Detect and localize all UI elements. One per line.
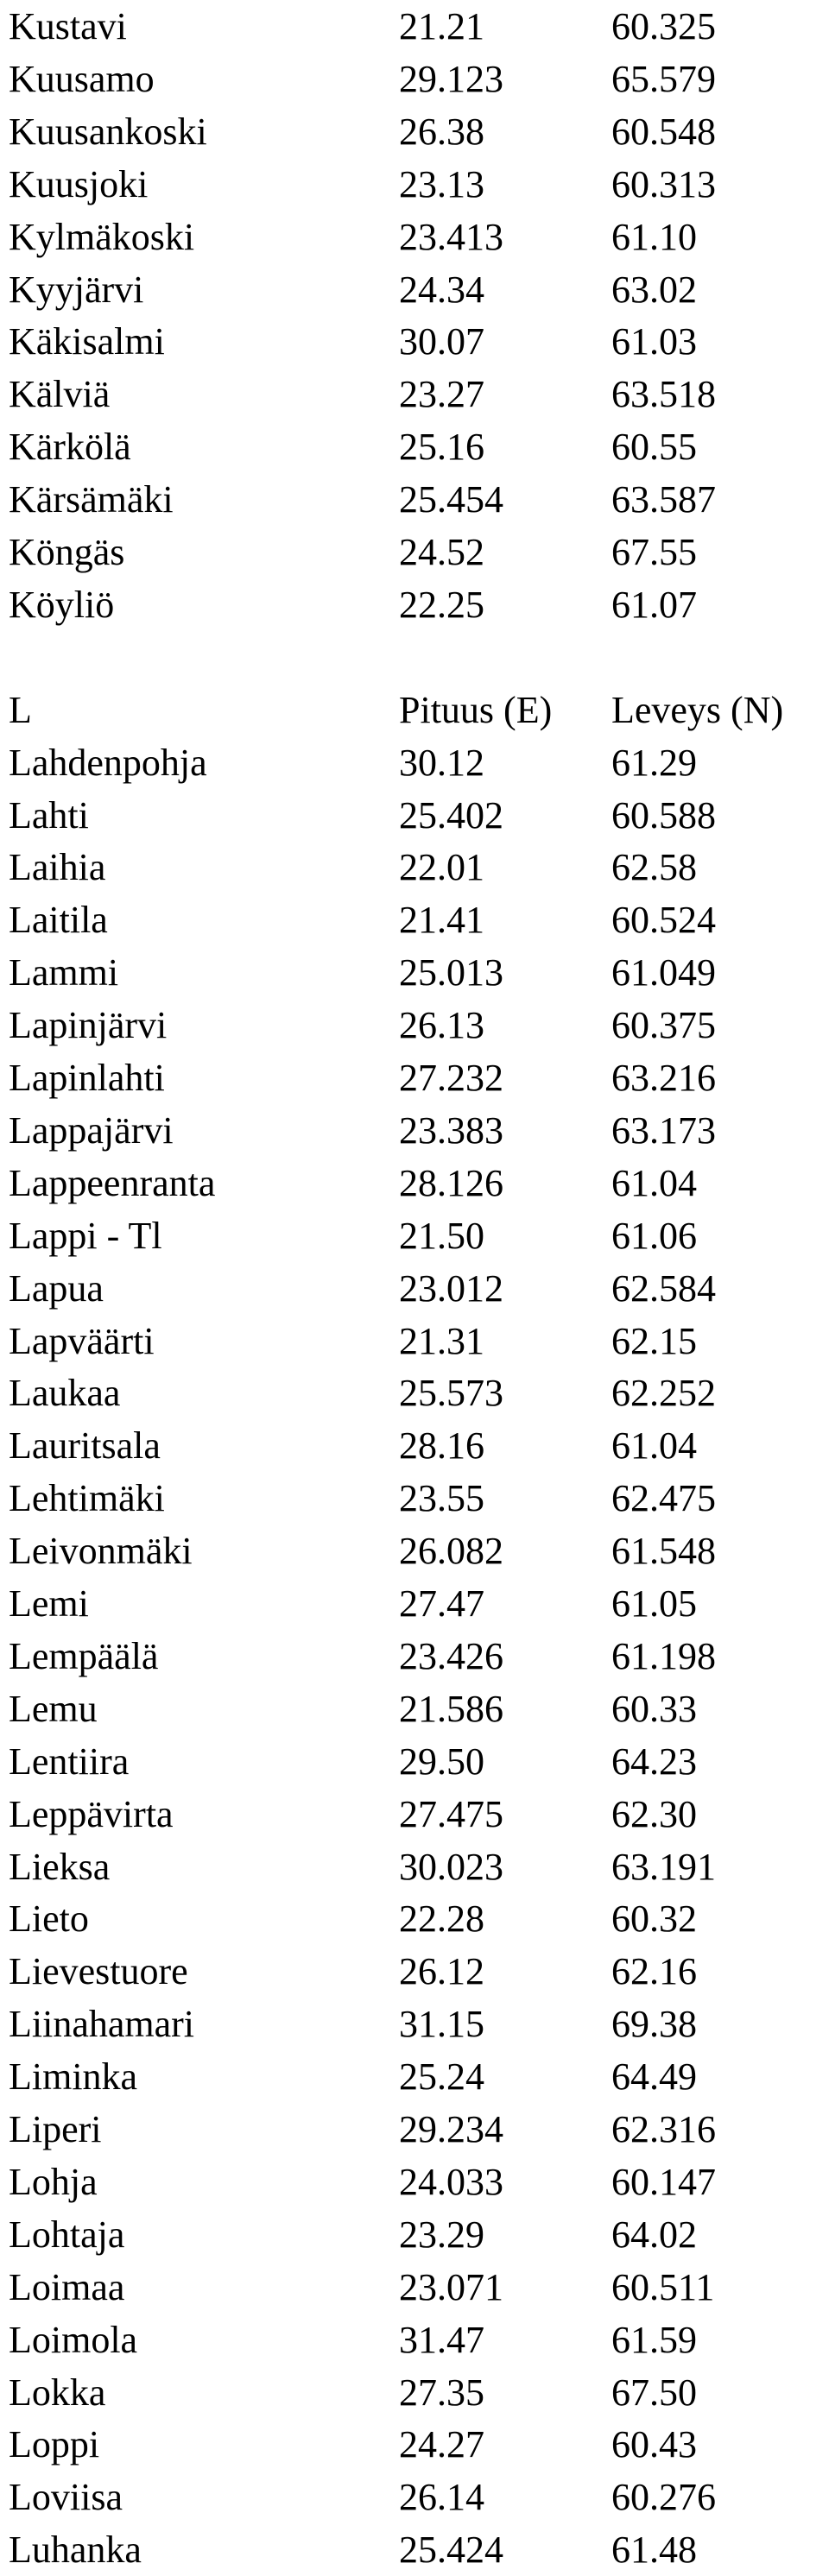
latitude-value: 63.587 — [611, 478, 716, 521]
latitude-value: 60.43 — [611, 2423, 697, 2466]
longitude-value: 22.01 — [399, 846, 484, 889]
latitude-value: 62.30 — [611, 1792, 697, 1835]
table-row — [0, 946, 829, 999]
longitude-value: 21.21 — [399, 5, 484, 47]
table-row — [0, 999, 829, 1051]
table-row — [0, 841, 829, 893]
latitude-value: 63.173 — [611, 1108, 716, 1152]
table-row — [0, 526, 829, 578]
place-name: Loimola — [9, 2318, 138, 2361]
place-name: Lapväärti — [9, 1319, 155, 1362]
table-row — [0, 578, 829, 631]
table-row — [0, 1157, 829, 1209]
longitude-value: 23.29 — [399, 2213, 484, 2256]
place-name: Liinahamari — [9, 2003, 195, 2046]
table-row — [0, 1735, 829, 1788]
latitude-value: 62.475 — [611, 1477, 716, 1520]
longitude-value: 26.38 — [399, 110, 484, 153]
longitude-value: 23.55 — [399, 1477, 484, 1520]
longitude-value: 23.13 — [399, 162, 484, 205]
place-name: Käkisalmi — [9, 320, 165, 363]
table-row — [0, 2156, 829, 2208]
table-row — [0, 2208, 829, 2261]
table-row — [0, 1209, 829, 1262]
latitude-value: 61.548 — [611, 1530, 716, 1573]
latitude-value: 62.15 — [611, 1319, 697, 1362]
latitude-value: 62.252 — [611, 1372, 716, 1415]
latitude-value: 60.313 — [611, 162, 716, 205]
longitude-value: 24.033 — [399, 2160, 503, 2203]
place-name: Lemu — [9, 1687, 98, 1730]
longitude-value: 25.454 — [399, 478, 503, 521]
longitude-value: 25.16 — [399, 426, 484, 469]
place-name: Kärkölä — [9, 426, 131, 469]
longitude-value: 25.424 — [399, 2529, 503, 2572]
place-name: Loppi — [9, 2423, 100, 2466]
table-row — [0, 2418, 829, 2471]
place-name: Lapinjärvi — [9, 1004, 168, 1047]
longitude-value: 27.47 — [399, 1582, 484, 1625]
longitude-value: 26.14 — [399, 2476, 484, 2519]
place-name: Loviisa — [9, 2476, 123, 2519]
place-name: Kylmäkoski — [9, 215, 195, 258]
place-name: Kyyjärvi — [9, 268, 144, 311]
latitude-value: 69.38 — [611, 2003, 697, 2046]
latitude-value: 61.07 — [611, 583, 697, 626]
longitude-value: 21.586 — [399, 1687, 503, 1730]
latitude-value: 62.58 — [611, 846, 697, 889]
table-row — [0, 1998, 829, 2050]
table-row — [0, 2314, 829, 2366]
place-name: Kuusjoki — [9, 162, 149, 205]
table-row — [0, 473, 829, 526]
table-row — [0, 893, 829, 946]
table-row — [0, 2366, 829, 2419]
latitude-value: 65.579 — [611, 57, 716, 100]
latitude-value: 61.049 — [611, 951, 716, 994]
place-name: Lappi - Tl — [9, 1214, 162, 1257]
table-row — [0, 1367, 829, 1419]
place-name: Liperi — [9, 2108, 102, 2150]
place-name: Lohja — [9, 2160, 98, 2203]
longitude-value: 25.013 — [399, 951, 503, 994]
longitude-column-header: Pituus (E) — [399, 688, 553, 731]
place-name: Laitila — [9, 899, 108, 942]
place-name: Lammi — [9, 951, 119, 994]
place-name: Lievestuore — [9, 1950, 188, 1993]
place-name: Lauritsala — [9, 1424, 161, 1468]
longitude-value: 25.24 — [399, 2055, 484, 2099]
latitude-value: 61.06 — [611, 1214, 697, 1257]
longitude-value: 25.573 — [399, 1372, 503, 1415]
place-name: Liminka — [9, 2055, 138, 2099]
longitude-value: 26.13 — [399, 1004, 484, 1047]
section-header-row — [0, 684, 829, 736]
place-name: Lohtaja — [9, 2213, 125, 2256]
longitude-value: 24.52 — [399, 531, 484, 573]
table-row — [0, 2050, 829, 2103]
place-name: Loimaa — [9, 2265, 125, 2308]
latitude-value: 60.147 — [611, 2160, 716, 2203]
longitude-value: 30.023 — [399, 1845, 503, 1888]
table-row — [0, 2471, 829, 2523]
place-name: Lieksa — [9, 1845, 111, 1888]
table-row — [0, 263, 829, 316]
latitude-value: 61.59 — [611, 2318, 697, 2361]
latitude-value: 61.29 — [611, 741, 697, 784]
latitude-value: 64.49 — [611, 2055, 697, 2099]
longitude-value: 30.07 — [399, 320, 484, 363]
longitude-value: 25.402 — [399, 793, 503, 837]
place-name: Kälviä — [9, 373, 111, 416]
table-row — [0, 420, 829, 473]
latitude-value: 62.584 — [611, 1266, 716, 1310]
table-row — [0, 0, 829, 53]
table-row — [0, 158, 829, 211]
table-row — [0, 1525, 829, 1577]
latitude-value: 60.511 — [611, 2265, 715, 2308]
table-row — [0, 368, 829, 420]
latitude-value: 61.05 — [611, 1582, 697, 1625]
latitude-column-header: Leveys (N) — [611, 688, 784, 731]
place-name: Kustavi — [9, 5, 127, 47]
latitude-value: 61.04 — [611, 1161, 697, 1204]
table-row — [0, 105, 829, 158]
place-name: Lapua — [9, 1266, 104, 1310]
table-row — [0, 1419, 829, 1472]
table-row — [0, 211, 829, 263]
section-letter: L — [9, 688, 32, 731]
latitude-value: 60.32 — [611, 1897, 697, 1941]
longitude-value: 24.27 — [399, 2423, 484, 2466]
latitude-value: 64.02 — [611, 2213, 697, 2256]
longitude-value: 23.426 — [399, 1634, 503, 1677]
latitude-value: 60.548 — [611, 110, 716, 153]
latitude-value: 61.48 — [611, 2529, 697, 2572]
longitude-value: 28.16 — [399, 1424, 484, 1468]
latitude-value: 60.325 — [611, 5, 716, 47]
longitude-value: 31.15 — [399, 2003, 484, 2046]
latitude-value: 61.10 — [611, 215, 697, 258]
latitude-value: 60.33 — [611, 1687, 697, 1730]
longitude-value: 22.25 — [399, 583, 484, 626]
place-name: Lempäälä — [9, 1634, 159, 1677]
table-row — [0, 1892, 829, 1945]
longitude-value: 26.082 — [399, 1530, 503, 1573]
latitude-value: 61.04 — [611, 1424, 697, 1468]
longitude-value: 27.35 — [399, 2371, 484, 2414]
place-name: Lokka — [9, 2371, 106, 2414]
longitude-value: 28.126 — [399, 1161, 503, 1204]
latitude-value: 62.16 — [611, 1950, 697, 1993]
table-row — [0, 1472, 829, 1525]
longitude-value: 27.232 — [399, 1057, 503, 1099]
longitude-value: 29.50 — [399, 1739, 484, 1783]
latitude-value: 62.316 — [611, 2108, 716, 2150]
table-row — [0, 1683, 829, 1735]
longitude-value: 29.234 — [399, 2108, 503, 2150]
place-name: Lahti — [9, 793, 89, 837]
place-name: Kuusamo — [9, 57, 155, 100]
table-row — [0, 1577, 829, 1630]
latitude-value: 60.588 — [611, 793, 716, 837]
longitude-value: 23.071 — [399, 2265, 503, 2308]
latitude-value: 61.198 — [611, 1634, 716, 1677]
latitude-value: 67.50 — [611, 2371, 697, 2414]
latitude-value: 60.375 — [611, 1004, 716, 1047]
table-row — [0, 1104, 829, 1157]
place-name: Köngäs — [9, 531, 125, 573]
place-name: Lieto — [9, 1897, 89, 1941]
place-name: Kärsämäki — [9, 478, 174, 521]
place-name: Lappeenranta — [9, 1161, 216, 1204]
table-row — [0, 2523, 829, 2576]
table-row — [0, 736, 829, 789]
table-row — [0, 1945, 829, 1998]
table-row — [0, 1840, 829, 1893]
longitude-value: 30.12 — [399, 741, 484, 784]
place-name: Lemi — [9, 1582, 89, 1625]
table-row — [0, 1630, 829, 1683]
place-name: Lehtimäki — [9, 1477, 165, 1520]
table-row — [0, 1262, 829, 1315]
longitude-value: 22.28 — [399, 1897, 484, 1941]
longitude-value: 26.12 — [399, 1950, 484, 1993]
latitude-value: 60.55 — [611, 426, 697, 469]
longitude-value: 23.383 — [399, 1108, 503, 1152]
table-row — [0, 1315, 829, 1367]
place-name: Leivonmäki — [9, 1530, 193, 1573]
place-name: Lahdenpohja — [9, 741, 207, 784]
table-row — [0, 53, 829, 105]
latitude-value: 63.216 — [611, 1057, 716, 1099]
longitude-value: 23.413 — [399, 215, 503, 258]
longitude-value: 27.475 — [399, 1792, 503, 1835]
place-name: Lappajärvi — [9, 1108, 174, 1152]
table-row — [0, 1788, 829, 1840]
latitude-value: 63.191 — [611, 1845, 716, 1888]
place-name: Kuusankoski — [9, 110, 207, 153]
longitude-value: 31.47 — [399, 2318, 484, 2361]
longitude-value: 23.27 — [399, 373, 484, 416]
place-name: Köyliö — [9, 583, 115, 626]
latitude-value: 64.23 — [611, 1739, 697, 1783]
latitude-value: 63.518 — [611, 373, 716, 416]
place-name: Luhanka — [9, 2529, 142, 2572]
place-name: Leppävirta — [9, 1792, 174, 1835]
latitude-value: 63.02 — [611, 268, 697, 311]
place-name: Laihia — [9, 846, 106, 889]
table-row — [0, 789, 829, 842]
latitude-value: 61.03 — [611, 320, 697, 363]
longitude-value: 21.31 — [399, 1319, 484, 1362]
latitude-value: 60.524 — [611, 899, 716, 942]
longitude-value: 21.41 — [399, 899, 484, 942]
longitude-value: 23.012 — [399, 1266, 503, 1310]
table-row — [0, 315, 829, 368]
place-name: Lapinlahti — [9, 1057, 165, 1099]
latitude-value: 60.276 — [611, 2476, 716, 2519]
table-row — [0, 1051, 829, 1104]
longitude-value: 21.50 — [399, 1214, 484, 1257]
table-row — [0, 2261, 829, 2314]
place-name: Lentiira — [9, 1739, 130, 1783]
place-name: Laukaa — [9, 1372, 121, 1415]
longitude-value: 24.34 — [399, 268, 484, 311]
longitude-value: 29.123 — [399, 57, 503, 100]
table-row — [0, 2103, 829, 2156]
latitude-value: 67.55 — [611, 531, 697, 573]
